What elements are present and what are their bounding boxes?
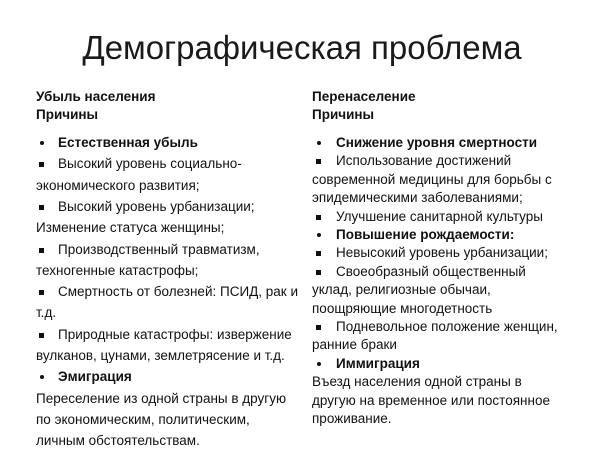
list-item-text: Производственный травматизм, bbox=[58, 241, 260, 257]
list-item-text: Высокий уровень урбанизации; bbox=[58, 198, 255, 214]
bullet-icon bbox=[40, 375, 44, 379]
bullet-icon bbox=[317, 233, 321, 237]
list-item-text: техногенные катастрофы; bbox=[36, 262, 199, 278]
left-subheading: Причины bbox=[36, 107, 99, 122]
list-item-text: экономического развития; bbox=[36, 177, 200, 193]
list-item-text: Невысокий уровень урбанизации; bbox=[336, 245, 548, 261]
section-heading: Иммиграция bbox=[336, 355, 420, 371]
bullet-icon bbox=[317, 362, 321, 366]
list-item-text: Подневольное положение женщин, bbox=[336, 319, 558, 334]
right-subheading: Причины bbox=[312, 107, 375, 122]
square-bullet-icon bbox=[39, 162, 44, 167]
square-bullet-icon bbox=[316, 270, 321, 275]
list-item-text: ранние браки bbox=[312, 337, 397, 353]
square-bullet-icon bbox=[39, 205, 44, 210]
list-item-text: Высокий уровень социально- bbox=[58, 156, 242, 172]
list-item-text: Въезд населения одной страны в bbox=[312, 374, 522, 390]
list-item-text: Переселение из одной страны в другую bbox=[36, 390, 287, 406]
bullet-icon bbox=[40, 141, 44, 145]
list-item-text: другую на временное или постоянное bbox=[312, 392, 550, 408]
list-item-text: Смертность от болезней: ПСИД, рак и bbox=[58, 284, 299, 300]
square-bullet-icon bbox=[39, 248, 44, 253]
square-bullet-icon bbox=[316, 215, 321, 220]
list-item-text: личным обстоятельствам. bbox=[36, 433, 200, 449]
list-item-text: уклад, религиозные обычаи, bbox=[312, 282, 491, 298]
square-bullet-icon bbox=[316, 251, 321, 256]
list-item-text: по экономическим, политическим, bbox=[36, 411, 250, 427]
left-heading: Убыль населения bbox=[36, 89, 156, 104]
list-item-text: проживание. bbox=[312, 411, 392, 426]
square-bullet-icon bbox=[39, 333, 44, 338]
list-item-text: т.д. bbox=[36, 305, 57, 321]
square-bullet-icon bbox=[316, 159, 321, 164]
square-bullet-icon bbox=[39, 290, 44, 295]
square-bullet-icon bbox=[316, 325, 321, 330]
bullet-icon bbox=[317, 141, 321, 145]
section-heading: Снижение уровня смертности bbox=[336, 135, 538, 150]
right-heading: Перенаселение bbox=[312, 89, 416, 104]
list-item-text: Изменение статуса женщины; bbox=[36, 220, 225, 236]
slide-title: Демографическая проблема bbox=[82, 29, 522, 66]
list-item-text: Своеобразный общественный bbox=[336, 263, 526, 279]
list-item-text: поощряющие многодетность bbox=[312, 300, 493, 316]
list-item-text: вулканов, цунами, землетрясение и т.д. bbox=[36, 348, 285, 363]
list-item-text: современной медицины для борьбы с bbox=[312, 171, 552, 187]
section-heading: Повышение рождаемости: bbox=[336, 227, 515, 242]
list-item-text: Улучшение санитарной культуры bbox=[336, 208, 543, 224]
list-item-text: Использование достижений bbox=[336, 153, 512, 169]
section-heading: Эмиграция bbox=[58, 369, 132, 385]
list-item-text: Природные катастрофы: извержение bbox=[58, 326, 292, 342]
list-item-text: эпидемическими заболеваниями; bbox=[312, 190, 523, 206]
section-heading: Естественная убыль bbox=[58, 135, 198, 150]
